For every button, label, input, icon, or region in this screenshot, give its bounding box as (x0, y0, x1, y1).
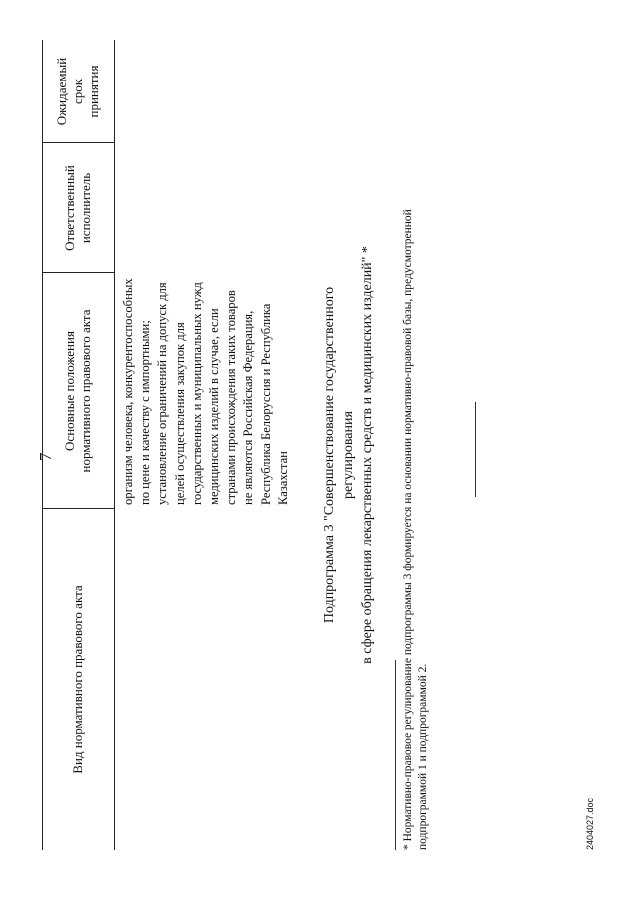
header-cell-responsible (42, 143, 114, 273)
footnote-separator-rule (395, 660, 396, 850)
header-responsible-line1: Ответственный (61, 165, 77, 251)
footnote-line2: подпрограммой 1 и подпрограммой 2. (417, 663, 429, 850)
footnote (401, 40, 431, 850)
page-number: 7 (36, 452, 55, 461)
table-header-bottom-border (114, 40, 115, 850)
body-line: Казахстан (275, 451, 290, 505)
body-line: целей осуществления закупок для (172, 322, 187, 505)
header-main-provisions-line2: нормативного правового акта (78, 309, 93, 473)
body-line: установление ограничений на допуск для (155, 282, 170, 505)
footnote-line1: * Нормативно-правовое регулирование подпрограммы 3 формируется на основании нормативно-правовой базы, предусмотренной (402, 209, 414, 850)
body-line: государственных и муниципальных нужд (189, 282, 204, 505)
subprogram-heading-line2: в сфере обращения лекарственных средств и медицинских изделий" * (360, 246, 375, 664)
header-responsible-line2: исполнитель (78, 172, 93, 244)
file-identifier: 2404027.doc (585, 797, 595, 850)
header-expected-date-line1: Ожидаемый (53, 57, 69, 126)
header-main-provisions-line1: Основные положения (61, 331, 77, 451)
header-expected-date-line3: принятия (86, 65, 102, 118)
section-separator-rule (475, 402, 476, 497)
body-line: по цене и качеству с импортными; (138, 320, 153, 505)
body-line: странами происхождения таких товаров (224, 290, 239, 505)
subprogram-heading-line1: Подпрограмма 3 "Совершенствование государственного регулирования (322, 286, 356, 624)
header-cell-expected-date (42, 40, 114, 143)
main-provisions-text (120, 273, 292, 505)
subprogram-heading (320, 245, 377, 665)
body-line: Республика Белоруссия и Республика (258, 303, 273, 505)
header-cell-act-type (42, 509, 114, 850)
header-act-type-label: Вид нормативного правового акта (69, 585, 85, 774)
body-line: не являются Российская Федерация, (241, 310, 256, 505)
body-line: медицинских изделий в случае, если (207, 308, 222, 505)
header-expected-date-line2: срок (69, 78, 85, 105)
header-cell-main-provisions (42, 273, 114, 509)
body-line: организм человека, конкурентоспособных (121, 278, 135, 505)
